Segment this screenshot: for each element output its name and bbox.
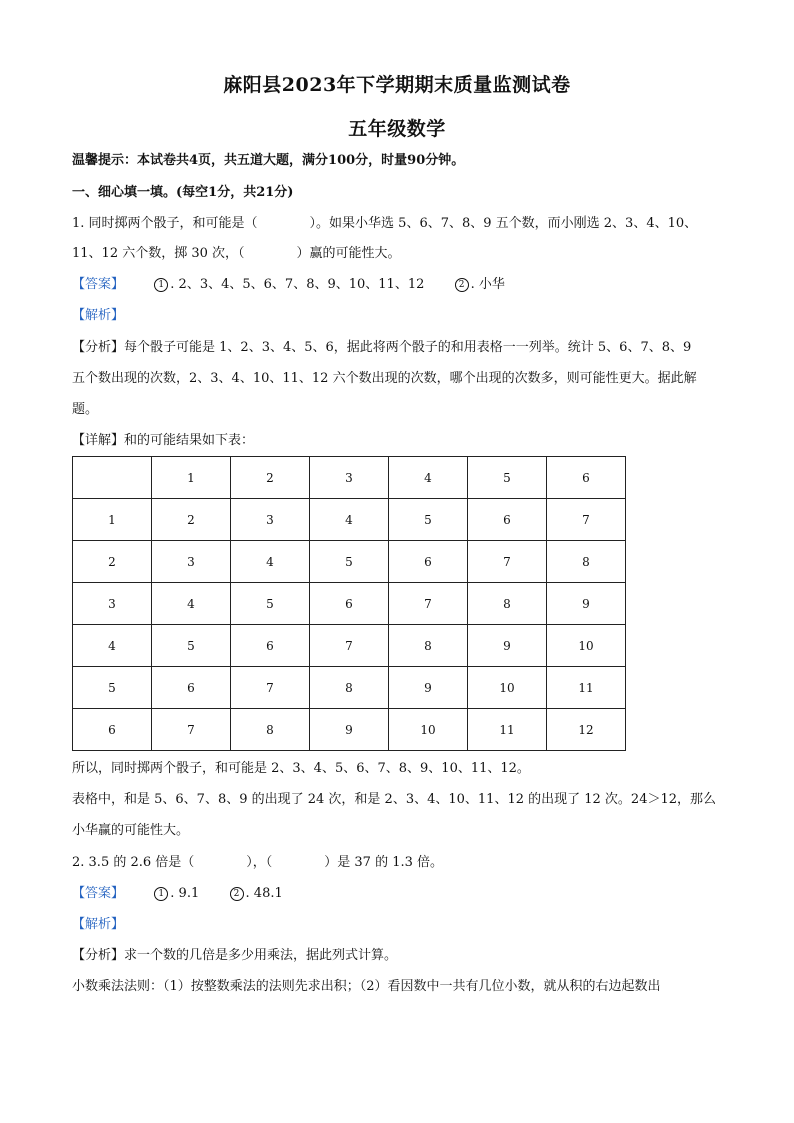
table-cell [73, 457, 152, 499]
table-cell: 9 [310, 709, 389, 751]
table-cell: 7 [547, 499, 626, 541]
conclusion-line-2: 表格中，和是 5、6、7、8、9 的出现了 24 次，和是 2、3、4、10、11、12 的出现了 12 次。24＞12，那么 [72, 792, 717, 807]
rule-line: 小数乘法法则：（1）按整数乘法的法则先求出积；（2）看因数中一共有几位小数，就从积的右边起数出 [72, 979, 661, 994]
dice-sum-table [72, 456, 626, 751]
table-cell: 2 [231, 457, 310, 499]
table-cell: 6 [468, 499, 547, 541]
table-cell: 4 [73, 625, 152, 667]
fenxi-line-1 [72, 339, 732, 357]
table-row [73, 541, 626, 583]
table-cell: 8 [547, 541, 626, 583]
fenxi-line-q2 [72, 947, 732, 965]
table-cell: 5 [468, 457, 547, 499]
question-2-line-1: 2. 3.5 的 2.6 倍是（ ），（ ）是 37 的 1.3 倍。 [72, 855, 444, 870]
table-cell: 12 [547, 709, 626, 751]
section-heading: 一、细心填一填。(每空1分，共21分) [72, 185, 294, 200]
conclusion-line-1: 所以，同时掷两个骰子，和可能是 2、3、4、5、6、7、8、9、10、11、12。 [72, 761, 530, 776]
circle-number-1: 1 [154, 278, 168, 292]
table-cell: 1 [73, 499, 152, 541]
table-row [73, 625, 626, 667]
table-cell: 3 [310, 457, 389, 499]
table-cell: 5 [73, 667, 152, 709]
table-cell: 3 [73, 583, 152, 625]
table-cell: 4 [389, 457, 468, 499]
table-row [73, 667, 626, 709]
answer-value-2: . 48.1 [245, 886, 283, 901]
detail-line [72, 432, 732, 450]
fenxi-tag-2: 【分析】 [72, 948, 125, 963]
circle-number-2: 2 [455, 278, 469, 292]
table-cell: 4 [310, 499, 389, 541]
table-cell: 6 [547, 457, 626, 499]
conclusion-line-3: 小华赢的可能性大。 [72, 823, 190, 838]
table-cell: 3 [152, 541, 231, 583]
table-cell: 7 [468, 541, 547, 583]
question-1-line-1: 1. 同时掷两个骰子，和可能是（ ）。如果小华选 5、6、7、8、9 五个数，而小刚选 2、3、4、10、 [72, 216, 698, 231]
table-cell: 7 [389, 583, 468, 625]
table-cell: 3 [231, 499, 310, 541]
table-cell: 8 [310, 667, 389, 709]
table-cell: 6 [73, 709, 152, 751]
analysis-tag: 【解析】 [72, 308, 125, 323]
exam-title: 麻阳县2023年下学期期末质量监测试卷 [223, 74, 571, 96]
table-cell: 1 [152, 457, 231, 499]
fenxi-text-1: 每个骰子可能是 1、2、3、4、5、6，据此将两个骰子的和用表格一一列举。统计 5、6、7、8、9 [124, 340, 692, 355]
table-cell: 8 [231, 709, 310, 751]
table-cell: 5 [310, 541, 389, 583]
answer-value-2: . 小华 [470, 277, 505, 292]
fenxi-line-3: 题。 [72, 402, 99, 417]
table-cell: 2 [152, 499, 231, 541]
table-cell: 7 [310, 625, 389, 667]
table-row [73, 583, 626, 625]
table-cell: 10 [389, 709, 468, 751]
table-cell: 5 [231, 583, 310, 625]
table-cell: 10 [547, 625, 626, 667]
circle-number-2: 2 [230, 887, 244, 901]
table-row [73, 457, 626, 499]
table-cell: 10 [468, 667, 547, 709]
table-cell: 5 [389, 499, 468, 541]
table-cell: 6 [231, 625, 310, 667]
question-1-line-2: 11、12 六个数，掷 30 次，（ ）赢的可能性大。 [72, 246, 401, 261]
exam-subtitle: 五年级数学 [348, 118, 446, 140]
answer-tag: 【答案】 [72, 277, 125, 292]
table-row [73, 709, 626, 751]
table-cell: 9 [389, 667, 468, 709]
answer-value-1: . 2、3、4、5、6、7、8、9、10、11、12 [170, 277, 425, 292]
table-cell: 4 [231, 541, 310, 583]
table-cell: 9 [547, 583, 626, 625]
table-cell: 7 [152, 709, 231, 751]
fenxi-text-q2: 求一个数的几倍是多少用乘法，据此列式计算。 [124, 948, 398, 963]
answer-row-2 [72, 885, 732, 903]
table-cell: 6 [389, 541, 468, 583]
table-cell: 2 [73, 541, 152, 583]
fenxi-tag: 【分析】 [72, 340, 125, 355]
table-cell: 5 [152, 625, 231, 667]
table-cell: 9 [468, 625, 547, 667]
table-cell: 11 [468, 709, 547, 751]
notice-text: 温馨提示：本试卷共4页，共五道大题，满分100分，时量90分钟。 [72, 153, 465, 168]
table-cell: 8 [468, 583, 547, 625]
detail-tag: 【详解】 [72, 433, 125, 448]
table-cell: 6 [152, 667, 231, 709]
table-cell: 4 [152, 583, 231, 625]
answer-value-1: . 9.1 [170, 886, 200, 901]
detail-text: 和的可能结果如下表： [124, 433, 255, 448]
fenxi-line-2: 五个数出现的次数，2、3、4、10、11、12 六个数出现的次数，哪个出现的次数多，则可能性更大。据此解 [72, 371, 697, 386]
answer-tag-2: 【答案】 [72, 886, 125, 901]
table-row [73, 499, 626, 541]
answer-row [72, 276, 732, 294]
table-cell: 11 [547, 667, 626, 709]
circle-number-1: 1 [154, 887, 168, 901]
table-cell: 8 [389, 625, 468, 667]
table-cell: 7 [231, 667, 310, 709]
analysis-tag-2: 【解析】 [72, 917, 125, 932]
table-cell: 6 [310, 583, 389, 625]
